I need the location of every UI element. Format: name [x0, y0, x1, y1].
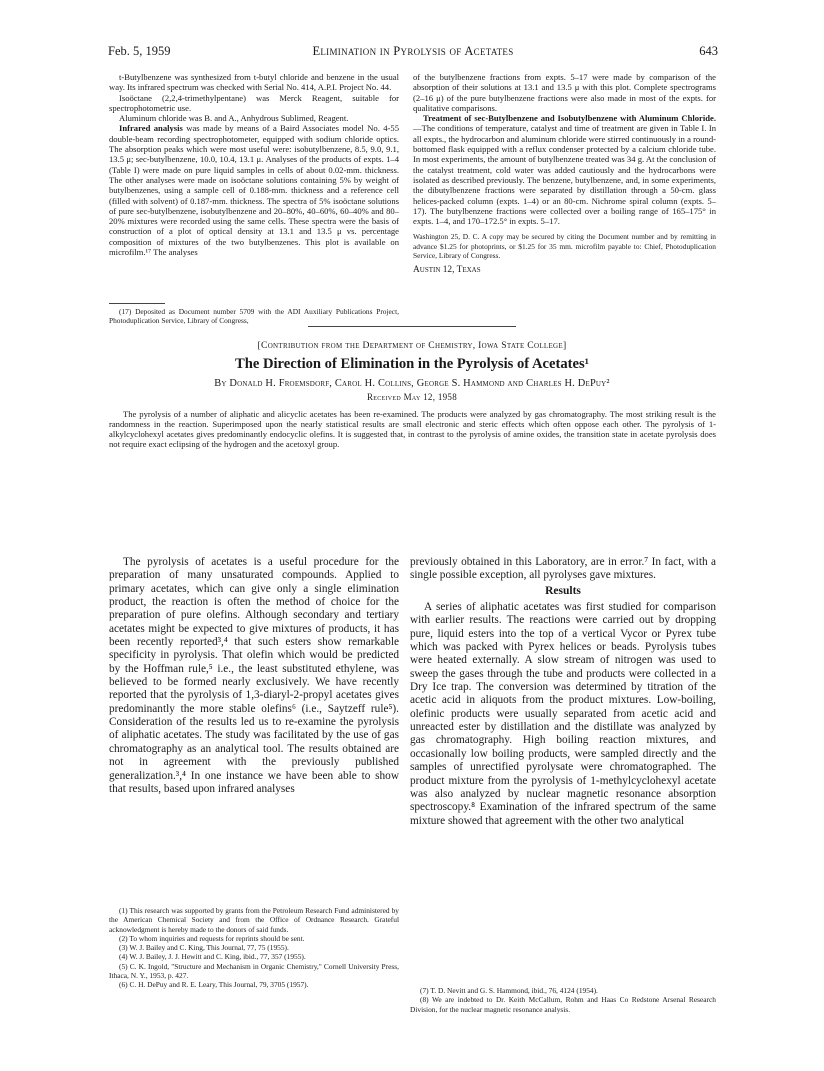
header-title: Elimination in Pyrolysis of Acetates: [312, 44, 514, 58]
article-title: The Direction of Elimination in the Pyrolysis of Acetates¹: [234, 356, 590, 372]
left-footnotes: [109, 906, 399, 990]
received-date: Received May 12, 1958: [366, 392, 458, 402]
paragraph: previously obtained in this Laboratory, are in error.⁷ In fact, with a single possible exception, all pyrolyses gave mixtures.: [410, 556, 716, 582]
paragraph: of the butylbenzene fractions from expts. 5–17 were made by comparison of the absorption of their solutions at 13.1 and 13.5 μ with this plot. Complete spectrograms (2–16 μ) of the pure butylbenzene fractions were also made in most of the expts. for qualitative comparisons.: [413, 72, 716, 113]
footnote: (3) W. J. Bailey and C. King, This Journal, 77, 75 (1955).: [119, 943, 289, 953]
footnote-text: (17) Deposited as Document number 5709 with the ADI Auxiliary Publications Project, Photoduplication Service, Library of Congress,: [109, 307, 399, 326]
footnote-17: [109, 307, 399, 326]
paragraph: A series of aliphatic acetates was first studied for comparison with earlier results. The reactions were carried out by dropping pure, liquid esters into the top of a vertical Vycor or Pyrex tube which was packed with Pyrex helices or beads. Pyrolysis tubes were heated externally. A slow stream of nitrogen was used to sweep the gases through the tube and products were collected in a Dry Ice trap. The conversion was determined by titration of the acetic acid in aliquots from the product mixtures. Low-boiling, olefinic products were usually separated from acetic acid and unreacted ester by distillation and the distillate was analyzed by gas chromatography. High boiling reaction mixtures, and occasionally low boiling products, were sampled directly and the samples of unrectified pyrolysate were chromatographed. The product mixture from the pyrolysis of 1-methylcyclohexyl acetate was also analyzed by nuclear magnetic resonance absorption spectroscopy.⁸ Examination of the infrared spectrum of the same mixture showed that agreement with the other two analytical: [410, 601, 716, 827]
footnote: (8) We are indebted to Dr. Keith McCallum, Rohm and Haas Co Redstone Arsenal Research Division, for the nuclear magnetic resonance analysis.: [410, 995, 716, 1014]
paragraph: [413, 113, 716, 226]
header-page-number: 643: [699, 44, 718, 58]
paragraph: Isoöctane (2,2,4-trimethylpentane) was Merck Reagent, suitable for spectrophotometric use.: [109, 92, 399, 113]
abstract: [109, 409, 716, 449]
running-header: [108, 44, 718, 60]
footnote: (4) W. J. Bailey, J. J. Hewitt and C. King, ibid., 77, 357 (1955).: [119, 952, 306, 962]
footnote-continuation: Washington 25, D. C. A copy may be secured by citing the Document number and by remitting in advance $1.25 for photoprints, or $1.25 for 35 mm. microfilm payable to: Chief, Photoduplication Service, Library of Congress.: [413, 232, 716, 261]
top-right-column: [413, 72, 716, 276]
article-separator: [308, 326, 516, 327]
paragraph-text: —The conditions of temperature, catalyst and time of treatment are given in Table I. In all expts., the hydrocarbon and aluminum chloride were stirred continuously in a round-bottomed flask equipped with a reflux condenser protected by a calcium chloride tube. In most experiments, the amount of butylbenzene treated was 34 g. At the conclusion of the catalyst treatment, cold water was added cautiously and the hydrocarbons were isolated as described previously. The benzene, butylbenzene, and, in some experiments, the dibutylbenzene fractions were separated by distillation through a 50-cm. glass helices-packed column (expts. 1–4) or an 80-cm. Nichrome spiral column (expts. 5–17). The butylbenzene fractions were collected over a boiling range of 165–175° in expts. 1–4, and 170–172.5° in expts. 5–17.: [413, 123, 716, 227]
paragraph-text: was made by means of a Baird Associates model No. 4-55 double-beam recording spectrophotometer, equipped with sodium chloride optics. The absorption peaks which were most useful were: isobutylbenzene, 8.5, 9.0, 9.1, 13.5 μ; sec-butylbenzene, 10.0, 10.4, 13.1 μ. Analyses of the products of expts. 1–4 (Table I) were made on pure liquid samples in cells of about 0.02-mm. thickness. The other analyses were made on isoöctane solutions containing 5% by weight of butylbenzenes, using a sample cell of 0.188-mm. thickness and a reference cell (filled with solvent) of 0.187-mm. thickness. The spectra of 5% isoöctane solutions of pure sec-butylbenzene, isobutylbenzene and 20–80%, 40–60%, 60–40% and 80–20% mixtures were recorded using the same cells. These spectra were the basis of construction of a plot of optical density at 13.1 and 13.5 μ vs. percentage composition of mixtures of the two butylbenzenes. This plot is available on microfilm.¹⁷ The analyses: [109, 123, 399, 258]
abstract-text: The pyrolysis of a number of aliphatic and alicyclic acetates has been re-examined. The products were analyzed by gas chromatography. The most striking result is the randomness in the reaction. Superimposed upon the nearly statistical results are small electronic and steric effects which often oppose each other. The pyrolysis of 1-alkylcyclohexyl acetates gives predominantly endocyclic olefins. It is suggested that, in contrast to the pyrolysis of amine oxides, the transition state in acetate pyrolysis does not require exact eclipsing of the hydrogen and the acetoxyl group.: [109, 409, 716, 450]
top-left-column: [109, 72, 399, 257]
footnote: (7) T. D. Nevitt and G. S. Hammond, ibid., 76, 4124 (1954).: [420, 986, 598, 995]
paragraph: Aluminum chloride was B. and A., Anhydrous Sublimed, Reagent.: [119, 113, 349, 124]
run-in-heading: Treatment of sec-Butylbenzene and Isobutylbenzene with Aluminum Chloride.: [423, 113, 716, 124]
footnote: (2) To whom inquiries and requests for reprints should be sent.: [119, 933, 305, 943]
paragraph: t-Butylbenzene was synthesized from t-butyl chloride and benzene in the usual way. Its infrared spectrum was checked with Serial No. 414, A.P.I. Project No. 44.: [109, 72, 399, 93]
author-address: Austin 12, Texas: [413, 265, 481, 276]
paragraph: The pyrolysis of acetates is a useful procedure for the preparation of many unsaturated compounds. Applied to primary acetates, which can give only a single elimination product, the reaction is often the method of choice for the preparation of pure olefins. Although secondary and tertiary acetates might be expected to give mixtures of products, it has been recently reported³,⁴ that such esters show remarkable specificity in pyrolysis. That olefin which would be predicted by the Hoffman rule,⁵ i.e., the least substituted ethylene, was believed to be formed nearly exclusively. We have recently reported that the pyrolysis of 1,3-diaryl-2-propyl acetates gives predominantly the more stable olefins⁶ (i.e., Saytzeff rule⁵). Consideration of the results led us to re-examine the pyrolysis of aliphatic acetates. The study was facilitated by the use of gas chromatography as an analytical tool. The results obtained are not in agreement with the previously published generalization.³,⁴ In one instance we have been able to show that results, based upon infrared analyses: [109, 556, 399, 795]
header-date: Feb. 5, 1959: [108, 44, 171, 58]
paragraph: [109, 123, 399, 257]
footnote: (1) This research was supported by grants from the Petroleum Research Fund administered by the American Chemical Society and from the Office of Ordnance Research. Grateful acknowledgment is hereby made to the donors of said funds.: [109, 906, 399, 934]
contribution-line: [Contribution from the Department of Chemistry, Iowa State College]: [257, 340, 567, 351]
footnote: (6) C. H. DePuy and R. E. Leary, This Journal, 79, 3705 (1957).: [119, 980, 309, 990]
left-body-column: [109, 556, 399, 796]
run-in-heading: Infrared analysis: [119, 123, 183, 134]
footnote-rule: [109, 303, 165, 304]
author-line: By Donald H. Froemsdorf, Carol H. Collins, George S. Hammond and Charles H. DePuy²: [214, 378, 610, 389]
right-footnotes: [410, 986, 716, 1014]
section-heading-results: Results: [545, 584, 581, 597]
footnote: (5) C. K. Ingold, "Structure and Mechanism in Organic Chemistry," Cornell University Press, Ithaca, N. Y., 1953, p. 427.: [109, 961, 399, 981]
right-body-column: [410, 556, 716, 828]
